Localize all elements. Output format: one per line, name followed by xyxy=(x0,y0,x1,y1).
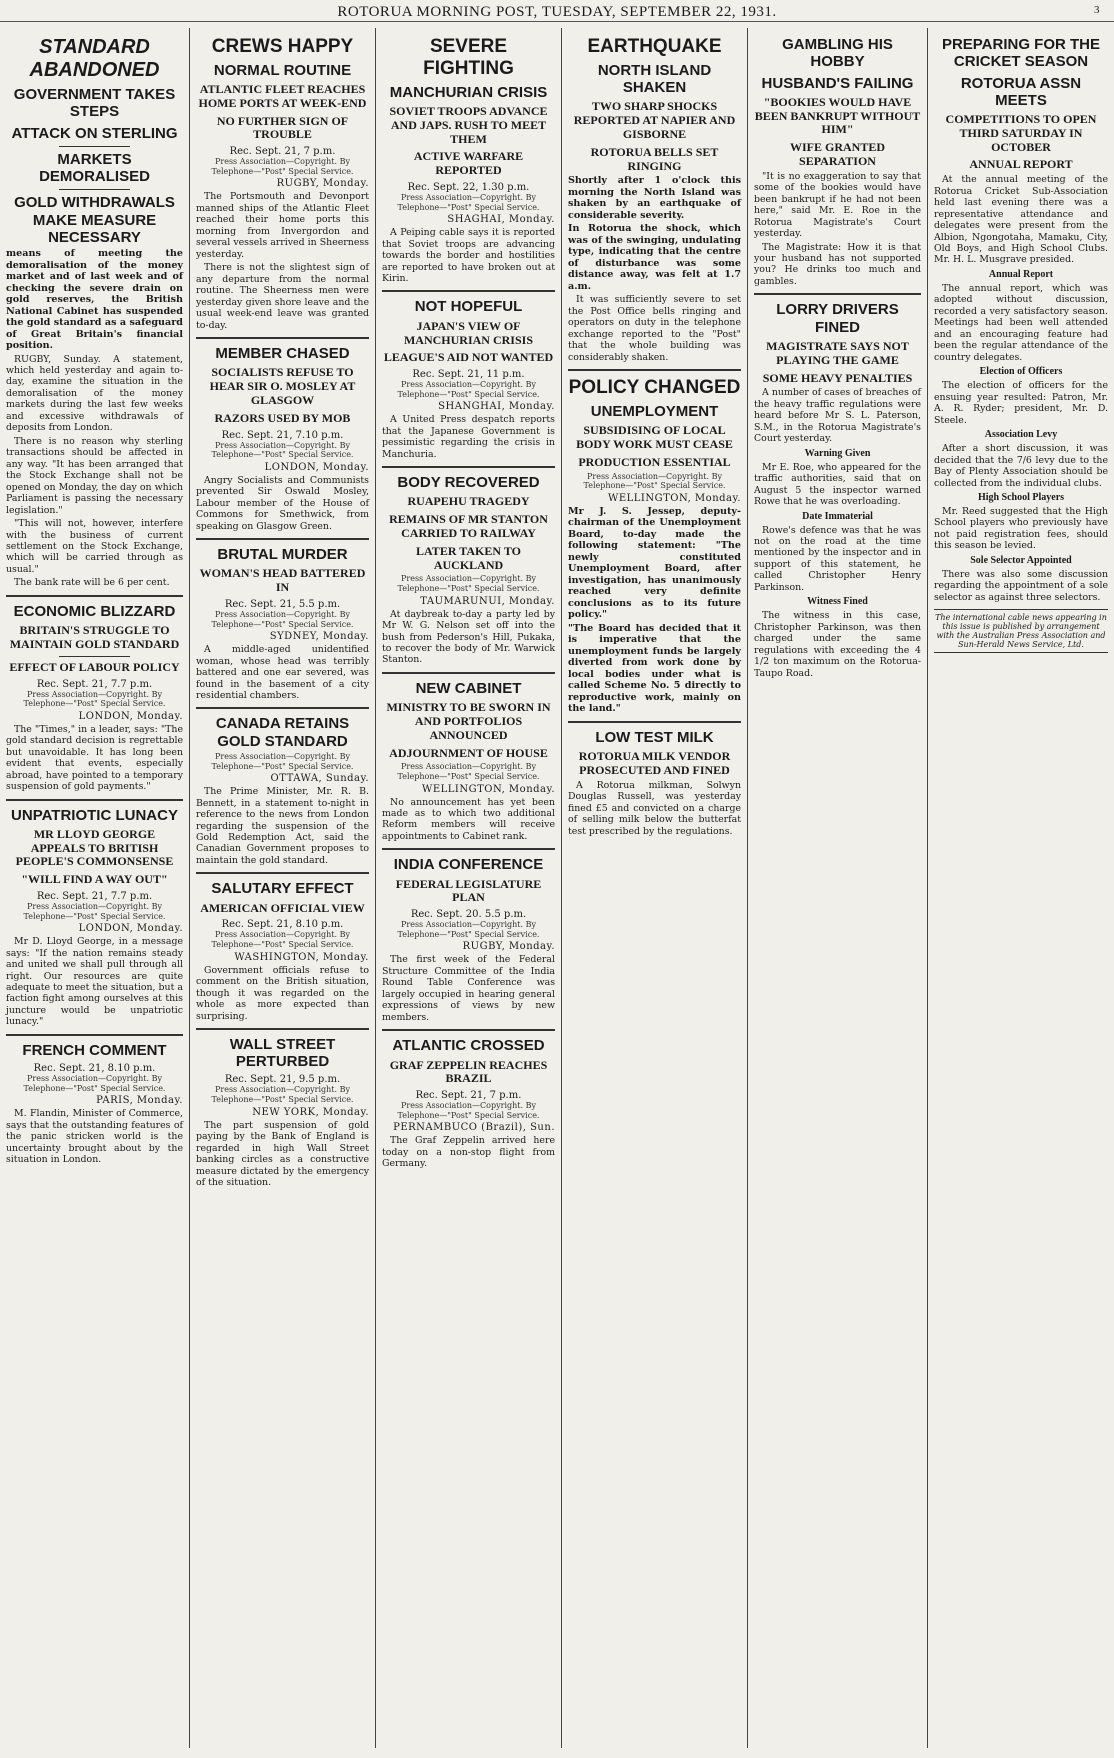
article-text: Mr D. Lloyd George, in a message says: "If the nation remains steady and united we shall pull through all right. Our resources are quite adequate to meet the situation, but a faction fight among ourselves at this juncture would be unpatriotic lunacy." xyxy=(6,936,183,1028)
location: LONDON, Monday. xyxy=(78,923,183,935)
article-text: The Graf Zeppelin arrived here today on a non-stop flight from Germany. xyxy=(382,1135,555,1170)
headline-india-conference: INDIA CONFERENCE xyxy=(393,856,544,874)
article-text: The first week of the Federal Structure Committee of the India Round Table Conference was largely occupied in hearing general expressions of views by new members. xyxy=(382,954,555,1023)
location: PARIS, Monday. xyxy=(96,1095,183,1107)
headline-body-recovered: BODY RECOVERED xyxy=(397,474,540,492)
cable-news-note: The international cable news appearing in this issue is published by arrangement with the Australian Press Association and Sun-Herald News Service, Ltd. xyxy=(934,609,1108,653)
press-credit: Press Association—Copyright. By Telephone—"Post" Special Service. xyxy=(211,609,354,629)
article-text: The Prime Minister, Mr. R. B. Bennett, in a statement to-night in reference to the news from London regarding the suspension of the Gold Redemption Act, said the Canadian Government proposes to maintain the gold standard. xyxy=(196,786,369,866)
deck: RUAPEHU TRAGEDY xyxy=(407,494,530,509)
location: RUGBY, Monday. xyxy=(462,941,555,953)
lead-paragraph: "The Board has decided that it is imperative that the unemployment funds be largely diverted from work done by local bodies under what is called Scheme No. 5 directly to reproductive work, mainly on the land." xyxy=(568,622,741,715)
deck-markets: MARKETS DEMORALISED xyxy=(39,150,150,185)
deck: EFFECT OF LABOUR POLICY xyxy=(9,659,180,674)
article-text: A number of cases of breaches of the heavy traffic regulations were heard before Mr S. L. Paterson, S.M., in the Rotorua Magistrate's Court yesterday. xyxy=(754,387,921,445)
article-text: At the annual meeting of the Rotorua Cricket Sub-Association held last evening there was a representative attendance and delegates were present from the Albion, Ngongotaha, Mamaku, City, Old Boys, and High School Clubs. Mr. H. L. Musgrave presided. xyxy=(934,174,1108,266)
location: RUGBY, Monday. xyxy=(276,178,369,190)
location: TAUMARUNUI, Monday. xyxy=(420,595,555,607)
location: OTTAWA, Sunday. xyxy=(270,773,369,785)
article-text: Mr E. Roe, who appeared for the traffic authorities, said that on August 5 the inspector warned Rowe that he was overloading. xyxy=(754,461,921,508)
article-text: There was also some discussion regarding the appointment of a sole selector as against three selectors. xyxy=(934,568,1108,603)
page-columns xyxy=(0,28,1114,1748)
deck-attack: ATTACK ON STERLING xyxy=(11,124,178,142)
headline-new-cabinet: NEW CABINET xyxy=(415,679,522,697)
headline-member-chased: MEMBER CHASED xyxy=(215,345,350,363)
page-number: 3 xyxy=(1094,4,1100,16)
headline-lorry-drivers: LORRY DRIVERS FINED xyxy=(776,301,899,336)
article-text: The election of officers for the ensuing year resulted: Patron, Mr. A. R. Ryder; president, Mr. D. Steele. xyxy=(934,380,1108,426)
dateline: Rec. Sept. 21, 8.10 p.m. xyxy=(221,919,344,931)
deck: NORMAL ROUTINE xyxy=(213,61,352,79)
headline-policy-changed: POLICY CHANGED xyxy=(568,377,741,399)
article-text: The witness in this case, Christopher Parkinson, was then charged under the same regulations with exceeding the 4 1/2 ton maximum on the Rotorua-Taupo Road. xyxy=(754,610,921,679)
article-text: No announcement has yet been made as to which two additional Reform members will receive appointments to Cabinet rank. xyxy=(382,796,555,842)
subheading: Annual Report xyxy=(988,268,1054,280)
subheading: Election of Officers xyxy=(979,366,1063,378)
location: LONDON, Monday. xyxy=(78,710,183,722)
deck: MAGISTRATE SAYS NOT PLAYING THE GAME xyxy=(766,338,909,367)
dateline: Rec. Sept. 21, 7.10 p.m. xyxy=(221,429,344,441)
article-text: Mr. Reed suggested that the High School players who previously have not paid registration fees, should this season be levied. xyxy=(934,505,1108,552)
article-text: The annual report, which was adopted without discussion, recorded a very satisfactory season. Meetings had been well attended and an encouraging feature had been the regular attendance of the country delegates. xyxy=(934,282,1108,363)
article-text: A middle-aged unidentified woman, whose head was terribly battered and one ear severed, was found in the basement of a city residential chambers. xyxy=(196,644,369,701)
deck: SUBSIDISING OF LOCAL BODY WORK MUST CEASE xyxy=(576,423,733,452)
deck: "WILL FIND A WAY OUT" xyxy=(21,872,168,887)
article-text: The Magistrate: How it is that your husband has not supported you? He drinks too much and gambles. xyxy=(754,241,921,287)
deck: TWO SHARP SHOCKS REPORTED AT NAPIER AND GISBORNE xyxy=(573,99,736,141)
headline-low-test-milk: LOW TEST MILK xyxy=(595,728,714,746)
headline-wall-street: WALL STREET PERTURBED xyxy=(229,1035,336,1071)
deck: PRODUCTION ESSENTIAL xyxy=(578,454,731,469)
deck: WIFE GRANTED SEPARATION xyxy=(789,140,885,168)
deck: ROTORUA MILK VENDOR PROSECUTED AND FINED xyxy=(578,749,731,777)
lead-paragraph: Mr J. S. Jessep, deputy-chairman of the Unemployment Board, to-day made the following statement: "The newly constituted Unemployment Board, after investigation, has unanimously reached very definite conclusions as to its future policy." xyxy=(568,505,741,621)
dateline: Rec. Sept. 22, 1.30 p.m. xyxy=(407,181,530,193)
article-text: A Rotorua milkman, Solwyn Douglas Russell, was yesterday fined £5 and convicted on a charge of selling milk below the butterfat test prescribed by the regulations. xyxy=(568,779,741,837)
column-6 xyxy=(928,28,1114,1748)
deck: ROTORUA BELLS SET RINGING xyxy=(590,144,719,173)
press-credit: Press Association—Copyright. By Telephone—"Post" Special Service. xyxy=(211,157,354,176)
headline-economic-blizzard: ECONOMIC BLIZZARD xyxy=(13,602,176,620)
location: SHANGHAI, Monday. xyxy=(438,401,555,413)
dateline: Rec. Sept. 20. 5.5 p.m. xyxy=(410,909,527,921)
deck: ROTORUA ASSN MEETS xyxy=(960,74,1082,109)
dateline: Rec. Sept. 21, 11 p.m. xyxy=(412,369,525,381)
article-text: M. Flandin, Minister of Commerce, says that the outstanding features of the panic stricken world is the uncertainty brought about by the situation in London. xyxy=(6,1108,183,1166)
article-text: It was sufficiently severe to set the Post Office bells ringing and operators on duty in the telephone exchange reported to the "Post" that the whole building was considerably shaken. xyxy=(568,294,741,363)
article-text: Rowe's defence was that he was not on the road at the time mentioned by the inspector and in support of this statement, he called Christopher Henry Parkinson. xyxy=(754,524,921,593)
deck: MINISTRY TO BE SWORN IN AND PORTFOLIOS ANNOUNCED xyxy=(386,700,551,742)
deck: MANCHURIAN CRISIS xyxy=(389,83,548,101)
lead-paragraph: means of meeting the demoralisation of the money market and of last week and of checking the severe drain on gold reserves, the British National Cabinet has suspended the gold standard as a safeguard of Great Britain's financial position. xyxy=(6,248,183,351)
press-credit: Press Association—Copyright. By Telephone—"Post" Special Service. xyxy=(211,440,354,460)
article-text: There is no reason why sterling transactions should be affected in any way. "It has been arranged that the Stock Exchange shall not be opened on Monday, the day on which Parliament is passing the necessary legislation." xyxy=(6,435,183,516)
deck: LEAGUE'S AID NOT WANTED xyxy=(383,350,554,365)
headline-crews-happy: CREWS HAPPY xyxy=(211,36,354,57)
article-text: RUGBY, Sunday. A statement, which held yesterday and again to-day, examine the situation in the demoralisation of the money markets during the last few weeks and excessive withdrawals of deposits from London. xyxy=(6,353,183,434)
subheading: Association Levy xyxy=(984,429,1058,441)
dateline: Rec. Sept. 21, 5.5 p.m. xyxy=(224,598,341,610)
deck: ANNUAL REPORT xyxy=(969,157,1073,172)
press-credit: Press Association—Copyright. By Telephone—"Post" Special Service. xyxy=(23,901,166,921)
deck: SOCIALISTS REFUSE TO HEAR SIR O. MOSLEY AT GLASGOW xyxy=(209,365,356,407)
press-credit: Press Association—Copyright. By Telephone—"Post" Special Service. xyxy=(397,192,540,212)
deck: ATLANTIC FLEET REACHES HOME PORTS AT WEEK-END xyxy=(198,82,367,110)
column-2 xyxy=(190,28,376,1748)
deck: AMERICAN OFFICIAL VIEW xyxy=(200,900,365,915)
deck: MR LLOYD GEORGE APPEALS TO BRITISH PEOPLE'S COMMONSENSE xyxy=(15,826,174,869)
deck: BRITAIN'S STRUGGLE TO MAINTAIN GOLD STANDARD xyxy=(9,623,180,651)
dateline: Rec. Sept. 21, 9.5 p.m. xyxy=(224,1074,341,1086)
deck: REMAINS OF MR STANTON CARRIED TO RAILWAY xyxy=(389,512,548,540)
location: LONDON, Monday. xyxy=(264,461,369,473)
location: WELLINGTON, Monday. xyxy=(422,783,555,795)
column-1 xyxy=(0,28,190,1748)
headline-canada-gold: CANADA RETAINS GOLD STANDARD xyxy=(215,715,350,750)
article-text: At daybreak to-day a party led by Mr W. G. Nelson set off into the bush from Pederson's Hill, Pukaka, to recover the body of Mr. Warwick Stanton. xyxy=(382,608,555,666)
press-credit: Press Association—Copyright. By Telephone—"Post" Special Service. xyxy=(397,920,540,939)
deck: JAPAN'S VIEW OF MANCHURIAN CRISIS xyxy=(403,318,533,347)
lead-paragraph: Shortly after 1 o'clock this morning the North Island was shaken by an earthquake of considerable severity. xyxy=(568,175,741,221)
article-text: A United Press despatch reports that the Japanese Government is pessimistic regarding the crisis in Manchuria. xyxy=(382,414,555,460)
deck-government: GOVERNMENT TAKES STEPS xyxy=(13,86,176,121)
masthead-title: ROTORUA MORNING POST, TUESDAY, SEPTEMBER 22, 1931. xyxy=(337,4,777,20)
deck: COMPETITIONS TO OPEN THIRD SATURDAY IN OCTOBER xyxy=(945,112,1097,154)
deck: HUSBAND'S FAILING xyxy=(761,74,914,92)
location: SYDNEY, Monday. xyxy=(269,631,369,643)
deck: SOME HEAVY PENALTIES xyxy=(762,370,913,385)
location: NEW YORK, Monday. xyxy=(252,1106,369,1118)
headline-atlantic-crossed: ATLANTIC CROSSED xyxy=(392,1037,545,1055)
press-credit: Press Association—Copyright. By Telephone—"Post" Special Service. xyxy=(211,1085,354,1105)
location: PERNAMBUCO (Brazil), Sun. xyxy=(393,1122,555,1134)
article-text: The "Times," in a leader, says: "The gold standard decision is regrettable but unavoidable. It has long been evident that events, especially abroad, have pointed to a temporary suspension of gold payments." xyxy=(6,723,183,793)
column-3 xyxy=(376,28,562,1748)
headline-standard-abandoned: STANDARD ABANDONED xyxy=(29,36,160,81)
dateline: Rec. Sept. 21, 7.7 p.m. xyxy=(36,678,153,690)
press-credit: Press Association—Copyright. By Telephone—"Post" Special Service. xyxy=(23,689,166,709)
masthead xyxy=(0,0,1114,22)
location: SHAGHAI, Monday. xyxy=(447,214,555,226)
headline-cricket-season: PREPARING FOR THE CRICKET SEASON xyxy=(941,36,1101,71)
deck: ADJOURNMENT OF HOUSE xyxy=(389,745,548,760)
deck: FEDERAL LEGISLATURE PLAN xyxy=(395,876,542,905)
press-credit: Press Association—Copyright. By Telephone—"Post" Special Service. xyxy=(23,1074,166,1093)
subheading: Warning Given xyxy=(804,447,871,459)
column-5 xyxy=(748,28,928,1748)
deck: WOMAN'S HEAD BATTERED IN xyxy=(199,566,366,595)
subheading: Date Immaterial xyxy=(802,510,873,522)
subheading: High School Players xyxy=(977,491,1065,503)
headline-unpatriotic-lunacy: UNPATRIOTIC LUNACY xyxy=(11,806,178,824)
press-credit: Press Association—Copyright. By Telephone—"Post" Special Service. xyxy=(397,380,540,399)
article-text: "It is no exaggeration to say that some of the bookies would have been bankrupt if he had not been here," said Mr. E. Roe in the Rotorua Magistrate's Court yesterday. xyxy=(754,170,921,240)
press-credit: Press Association—Copyright. By Telephone—"Post" Special Service. xyxy=(397,574,540,593)
article-text: The Portsmouth and Devonport manned ships of the Atlantic Fleet reached their home ports this morning from Invergordon and several vessels arrived in Sheerness yesterday. xyxy=(196,191,369,260)
headline-salutary-effect: SALUTARY EFFECT xyxy=(211,880,354,898)
location: WASHINGTON, Monday. xyxy=(234,951,369,963)
deck: ACTIVE WARFARE REPORTED xyxy=(413,149,524,178)
deck-gold: GOLD WITHDRAWALS MAKE MEASURE NECESSARY xyxy=(14,194,175,246)
location: WELLINGTON, Monday. xyxy=(608,492,741,504)
dateline: Rec. Sept. 21, 7 p.m. xyxy=(415,1090,522,1102)
dateline: Rec. Sept. 21, 8.10 p.m. xyxy=(33,1063,156,1075)
press-credit: Press Association—Copyright. By Telephone—"Post" Special Service. xyxy=(211,751,354,771)
headline-not-hopeful: NOT HOPEFUL xyxy=(414,298,523,316)
headline-earthquake: EARTHQUAKE xyxy=(587,36,722,57)
subheading: Witness Fined xyxy=(807,596,868,608)
headline-gambling-hobby: GAMBLING HIS HOBBY xyxy=(782,36,893,71)
article-text: Angry Socialists and Communists prevented Sir Oswald Mosley, Labour member of the House of Commons for Smethwick, from speaking on Glasgow Green. xyxy=(196,474,369,532)
dateline: Rec. Sept. 21, 7 p.m. xyxy=(229,146,336,158)
press-credit: Press Association—Copyright. By Telephone—"Post" Special Service. xyxy=(583,471,726,491)
deck: NORTH ISLAND SHAKEN xyxy=(597,61,712,97)
article-text: After a short discussion, it was decided that the 7/6 levy due to the Bay of Plenty Association should be collected from the individual clubs. xyxy=(934,443,1108,489)
column-4 xyxy=(562,28,748,1748)
article-text: Government officials refuse to comment on the British situation, though it was regarded on the whole as more expected than surprising. xyxy=(196,964,369,1022)
press-credit: Press Association—Copyright. By Telephone—"Post" Special Service. xyxy=(397,1101,540,1120)
headline-french-comment: FRENCH COMMENT xyxy=(22,1041,167,1059)
deck: GRAF ZEPPELIN REACHES BRAZIL xyxy=(389,1057,548,1086)
lead-paragraph: In Rotorua the shock, which was of the swinging, undulating type, indicating that the centre of disturbance was some distance away, was felt at 1.7 a.m. xyxy=(568,223,741,292)
deck: SOVIET TROOPS ADVANCE AND JAPS. RUSH TO MEET THEM xyxy=(389,103,548,146)
dateline: Rec. Sept. 21, 7.7 p.m. xyxy=(36,890,153,902)
deck: LATER TAKEN TO AUCKLAND xyxy=(416,543,521,572)
deck: RAZORS USED BY MOB xyxy=(214,410,351,425)
deck: NO FURTHER SIGN OF TROUBLE xyxy=(216,113,349,142)
press-credit: Press Association—Copyright. By Telephone—"Post" Special Service. xyxy=(397,762,540,781)
article-text: "This will not, however, interfere with the business of current settlement on the Stock Exchange, which will be carried through as usual." xyxy=(6,518,183,575)
article-text: The part suspension of gold paying by the Bank of England is regarded in high Wall Street banking circles as a constructive measure dictated by the emergency of the situation. xyxy=(196,1119,369,1189)
article-text: The bank rate will be 6 per cent. xyxy=(14,577,170,589)
deck: "BOOKIES WOULD HAVE BEEN BANKRUPT WITHOUT HIM" xyxy=(754,94,921,137)
article-text: There is not the slightest sign of any departure from the normal routine. The Sheerness men were yesterday given shore leave and the usual week-end leave was granted to-day. xyxy=(196,262,369,331)
press-credit: Press Association—Copyright. By Telephone—"Post" Special Service. xyxy=(211,930,354,950)
headline-severe-fighting: SEVERE FIGHTING xyxy=(423,36,514,79)
subheading: Sole Selector Appointed xyxy=(970,554,1072,566)
headline-brutal-murder: BRUTAL MURDER xyxy=(217,546,348,564)
deck: UNEMPLOYMENT xyxy=(590,402,719,420)
article-text: A Peiping cable says it is reported that Soviet troops are advancing towards the border and hostilities are reported to have broken out at Kirin. xyxy=(382,227,555,284)
